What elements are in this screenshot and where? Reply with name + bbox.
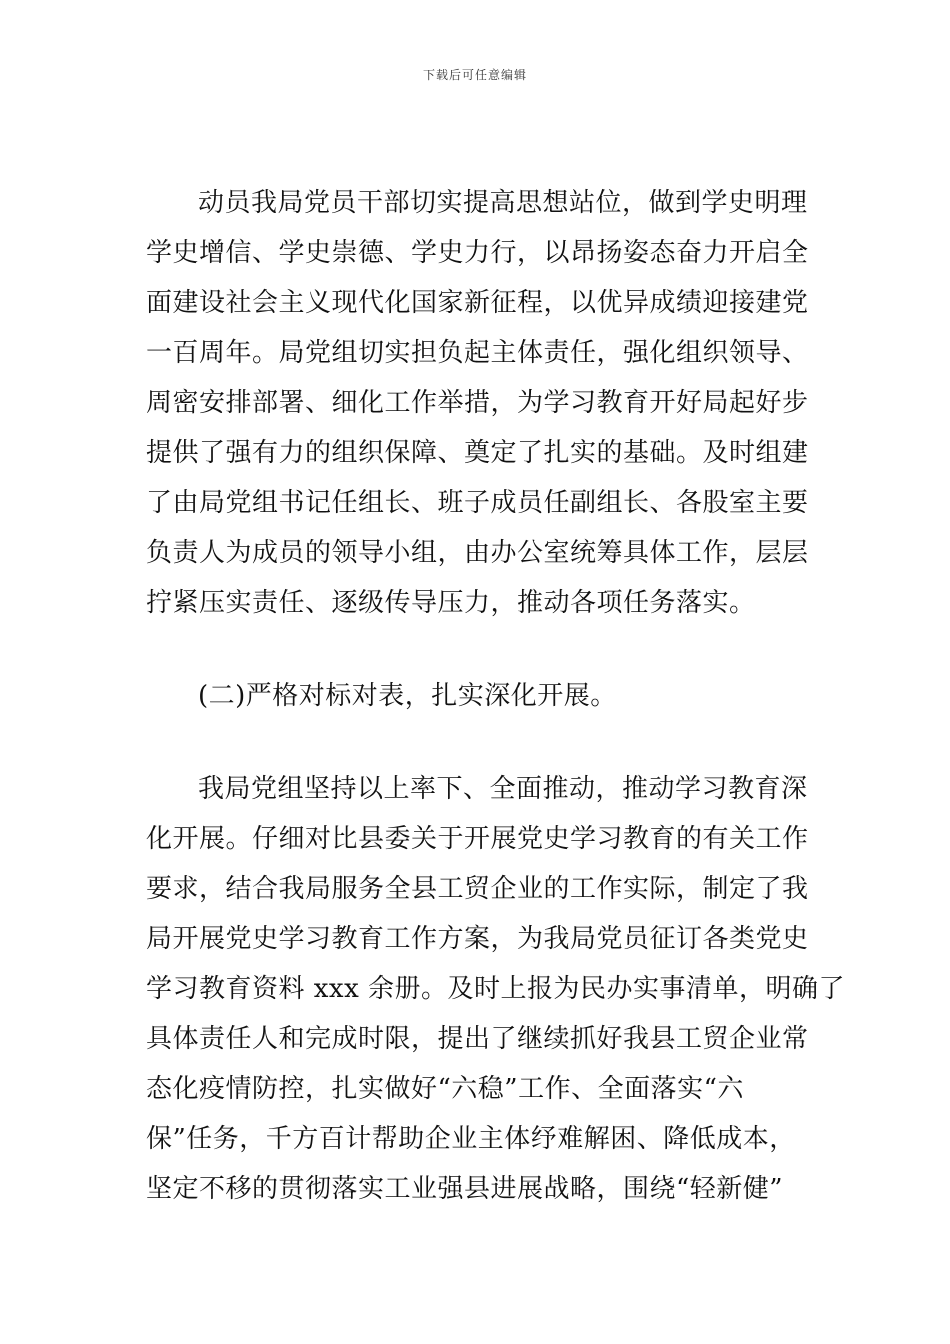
text-line: 提供了强有力的组织保障、奠定了扎实的基础。及时组建 — [146, 438, 809, 468]
heading-line: (二)严格对标对表，扎实深化开展。 — [198, 681, 617, 711]
text-line: 动员我局党员干部切实提高思想站位，做到学史明理 — [198, 188, 808, 218]
text-line: 学习教育资料 xxx 余册。及时上报为民办实事清单，明确了 — [146, 974, 846, 1004]
text-line: 具体责任人和完成时限，提出了继续抓好我县工贸企业常 — [146, 1024, 809, 1054]
text-line: 态化疫情防控，扎实做好“六稳”工作、全面落实“六 — [146, 1074, 744, 1104]
text-line: 拧紧压实责任、逐级传导压力，推动各项任务落实。 — [146, 588, 756, 618]
text-line: 坚定不移的贯彻落实工业强县进展战略，围绕“轻新健” — [146, 1174, 784, 1204]
text-line: 学史增信、学史崇德、学史力行，以昂扬姿态奋力开启全 — [146, 238, 809, 268]
text-line: 保”任务，千方百计帮助企业主体纾难解困、降低成本， — [146, 1124, 796, 1154]
text-line: 周密安排部署、细化工作举措，为学习教育开好局起好步 — [146, 388, 809, 418]
text-line: 化开展。仔细对比县委关于开展党史学习教育的有关工作 — [146, 824, 809, 854]
text-line: 我局党组坚持以上率下、全面推动，推动学习教育深 — [198, 774, 808, 804]
text-line: 一百周年。局党组切实担负起主体责任，强化组织领导、 — [146, 338, 809, 368]
section-heading — [146, 671, 810, 721]
paragraph — [146, 764, 846, 1214]
text-line: 要求，结合我局服务全县工贸企业的工作实际，制定了我 — [146, 874, 809, 904]
page-header: 下载后可任意编辑 — [422, 68, 527, 82]
document-body — [146, 178, 846, 1214]
text-line: 了由局党组书记任组长、班子成员任副组长、各股室主要 — [146, 488, 809, 518]
paragraph — [146, 178, 810, 628]
paragraph-gap — [146, 721, 810, 764]
paragraph-gap — [146, 628, 810, 671]
text-line: 面建设社会主义现代化国家新征程，以优异成绩迎接建党 — [146, 288, 809, 318]
text-line: 负责人为成员的领导小组，由办公室统筹具体工作，层层 — [146, 538, 809, 568]
text-line: 局开展党史学习教育工作方案，为我局党员征订各类党史 — [146, 924, 809, 954]
